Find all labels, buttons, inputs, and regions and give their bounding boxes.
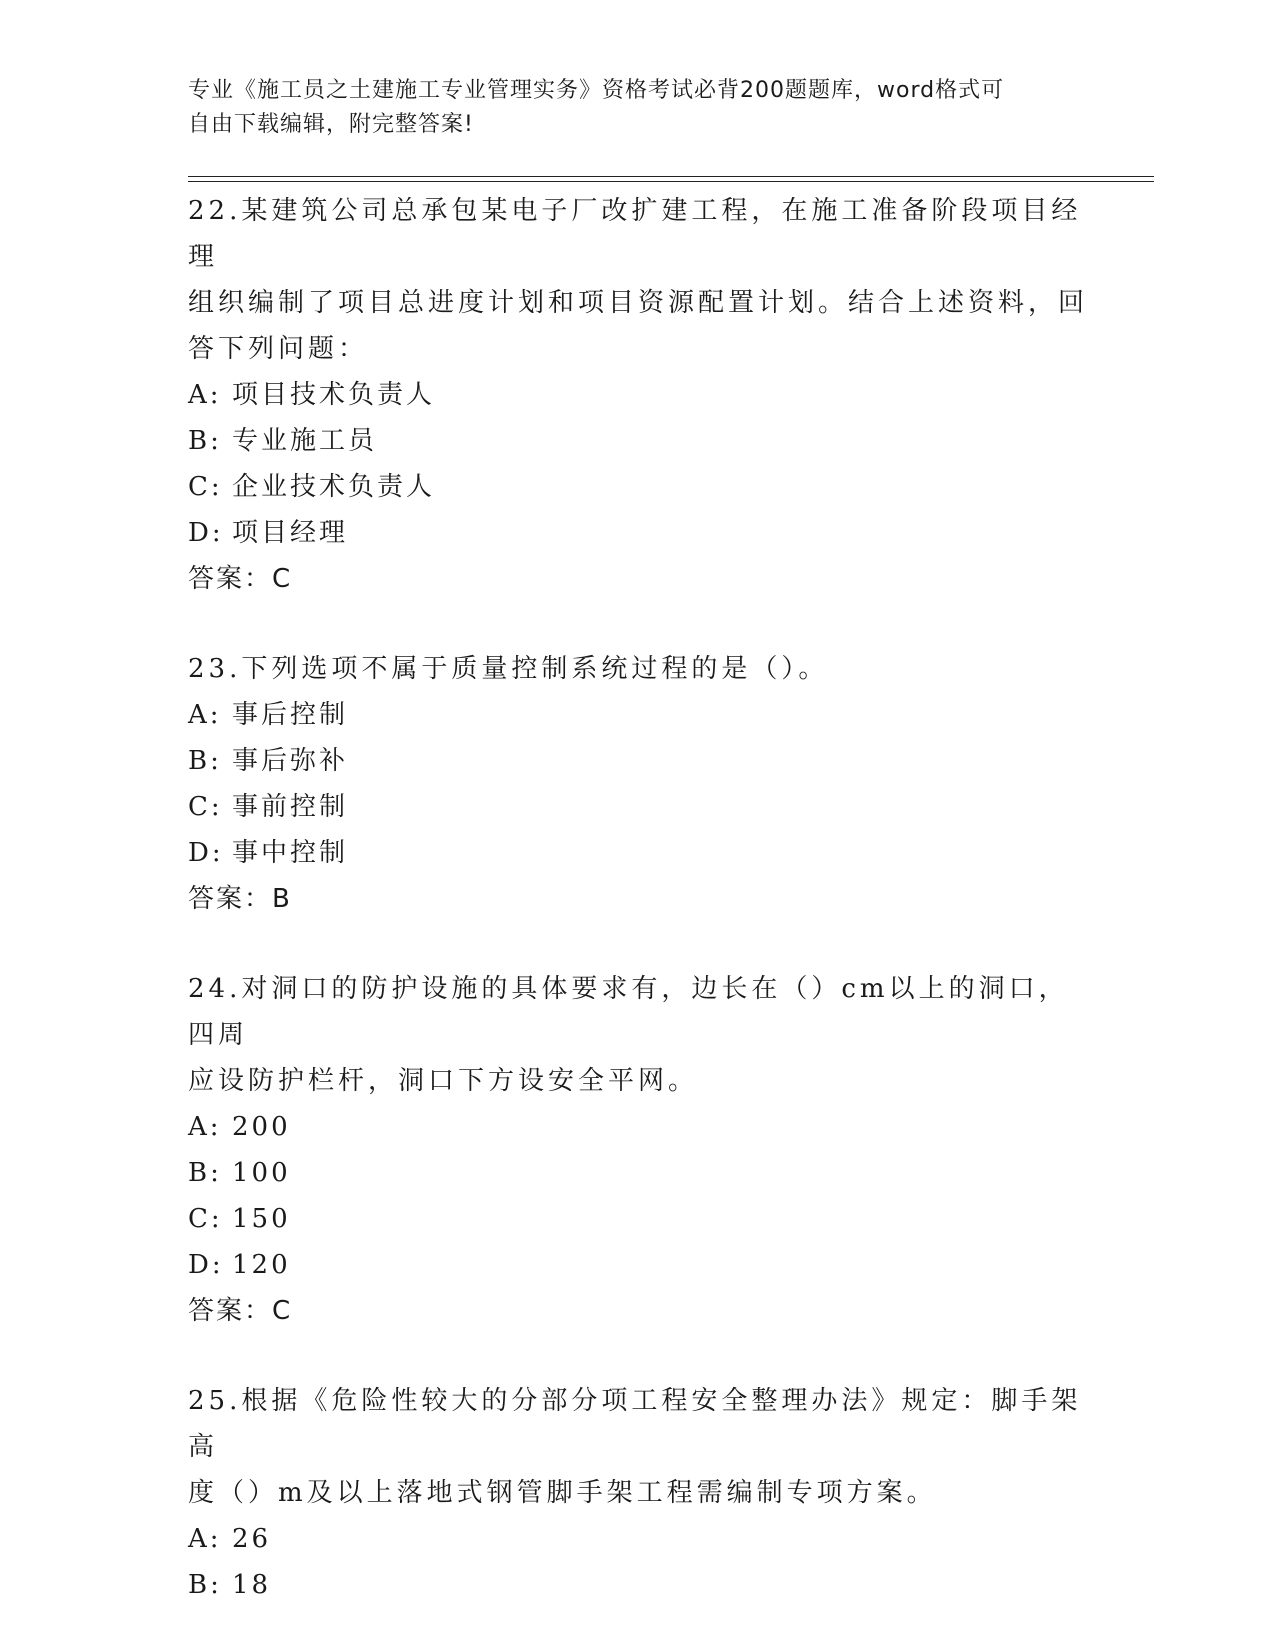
option-letter: B: [188, 426, 222, 456]
option-letter: B: [188, 1158, 222, 1188]
question-stem-line: 应设防护栏杆，洞口下方设安全平网。 [188, 1066, 699, 1096]
option-letter: C: [188, 472, 223, 502]
answer-option [188, 1562, 1088, 1608]
question-stem-line: 25.根据《危险性较大的分部分项工程安全整理办法》规定：脚手架高 [188, 1386, 1082, 1462]
question-item [188, 966, 1088, 1334]
answer-option [188, 784, 1088, 830]
question-stem-line: 答下列问题： [188, 334, 369, 364]
answer-option [188, 1242, 1088, 1288]
answer-option [188, 1104, 1088, 1150]
option-text: 150 [232, 1204, 291, 1234]
question-stem-line: 度（）m及以上落地式钢管脚手架工程需编制专项方案。 [188, 1478, 937, 1508]
answer-option [188, 830, 1088, 876]
option-text: 项目技术负责人 [232, 380, 436, 410]
answer-option [188, 1150, 1088, 1196]
option-text: 120 [232, 1250, 291, 1280]
header-line-1: 专业《施工员之土建施工专业管理实务》资格考试必背200题题库，word格式可 [188, 78, 1005, 103]
option-text: 企业技术负责人 [232, 472, 436, 502]
answer-key: 答案：C [188, 564, 293, 594]
option-letter: A: [188, 1524, 222, 1554]
answer-option [188, 1196, 1088, 1242]
answer-option [188, 418, 1088, 464]
option-letter: C: [188, 1204, 223, 1234]
option-letter: D: [188, 1250, 224, 1280]
header-divider-top [188, 176, 1154, 177]
option-text: 项目经理 [232, 518, 349, 548]
option-text: 18 [232, 1570, 272, 1600]
option-text: 事后弥补 [232, 746, 349, 776]
option-text: 200 [232, 1112, 291, 1142]
question-stem-line: 24.对洞口的防护设施的具体要求有，边长在（）cm以上的洞口，四周 [188, 974, 1069, 1050]
option-text: 专业施工员 [232, 426, 378, 456]
answer-option [188, 692, 1088, 738]
option-letter: A: [188, 380, 222, 410]
option-letter: A: [188, 700, 222, 730]
option-letter: B: [188, 746, 222, 776]
question-item [188, 646, 1088, 922]
option-text: 事前控制 [232, 792, 349, 822]
question-list [188, 188, 1088, 1652]
answer-option [188, 1516, 1088, 1562]
option-text: 事中控制 [232, 838, 349, 868]
option-text: 事后控制 [232, 700, 349, 730]
question-stem-line: 22.某建筑公司总承包某电子厂改扩建工程，在施工准备阶段项目经理 [188, 196, 1082, 272]
option-letter: D: [188, 838, 224, 868]
answer-option [188, 738, 1088, 784]
option-text: 100 [232, 1158, 291, 1188]
question-stem-line: 组织编制了项目总进度计划和项目资源配置计划。结合上述资料，回 [188, 288, 1089, 318]
answer-option [188, 464, 1088, 510]
answer-option [188, 510, 1088, 556]
answer-key: 答案：C [188, 1296, 293, 1326]
option-letter: D: [188, 518, 224, 548]
answer-key: 答案：B [188, 884, 292, 914]
option-text: 26 [232, 1524, 272, 1554]
question-item [188, 188, 1088, 602]
document-header [188, 74, 1068, 142]
header-line-2: 自由下载编辑，附完整答案! [188, 112, 474, 137]
header-divider-bottom [188, 181, 1154, 182]
option-letter: C: [188, 792, 223, 822]
option-letter: B: [188, 1570, 222, 1600]
option-letter: A: [188, 1112, 222, 1142]
answer-option [188, 372, 1088, 418]
question-item [188, 1378, 1088, 1608]
question-stem-line: 23.下列选项不属于质量控制系统过程的是（）。 [188, 654, 829, 684]
